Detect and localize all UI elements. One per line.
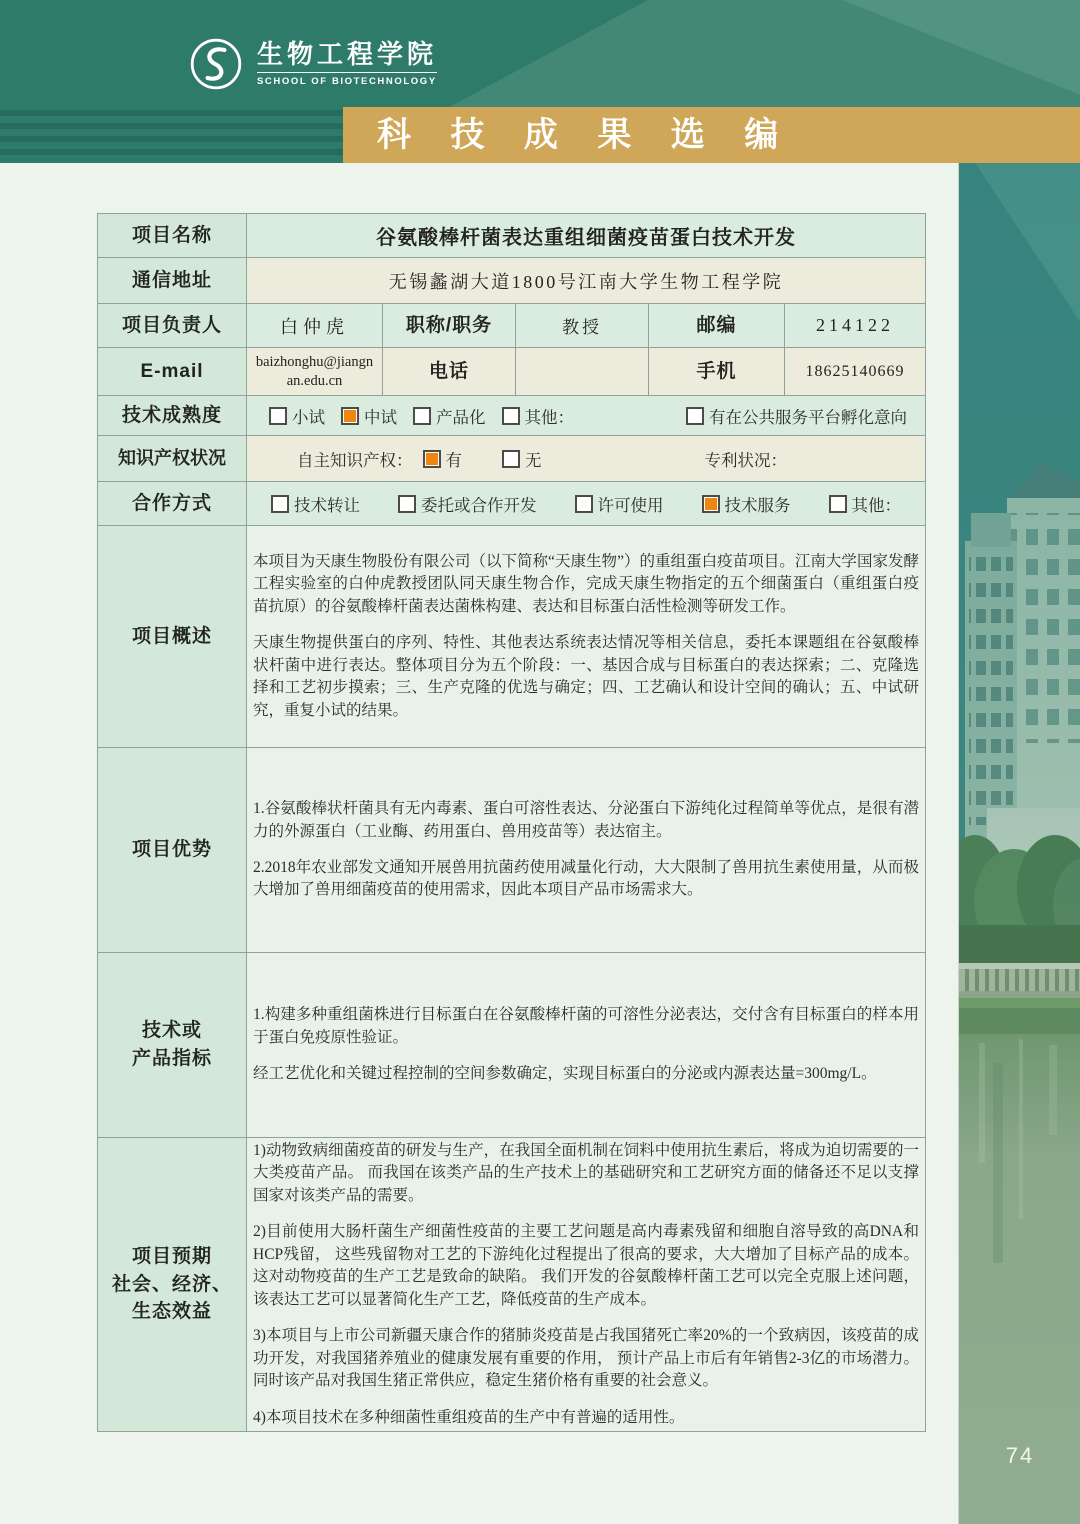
checkbox-label: 有在公共服务平台孵化意向	[709, 407, 908, 427]
school-name-en: SCHOOL OF BIOTECHNOLOGY	[257, 72, 437, 87]
checkbox-label: 中试	[364, 407, 397, 427]
row-cooperation	[98, 482, 926, 526]
row-maturity	[98, 396, 926, 436]
row-benefits	[98, 1138, 926, 1432]
row-indicators	[98, 953, 926, 1138]
maturity-extra-option	[686, 404, 907, 428]
row-leader	[98, 304, 926, 348]
checkbox-label: 技术转让	[294, 495, 360, 515]
cooperation-label: 合作方式	[98, 482, 247, 526]
school-emblem-icon	[188, 36, 244, 92]
address-label: 通信地址	[98, 258, 247, 304]
page-header	[0, 0, 1080, 163]
checkbox-icon[interactable]	[686, 407, 704, 425]
checkbox-option[interactable]	[502, 447, 542, 471]
paragraph: 3)本项目与上市公司新疆天康合作的猪肺炎疫苗是占我国猪死亡率20%的一个致病因，该疫苗的成功开发，对我国猪养殖业的健康发展有重要的作用， 预计产品上市后有年销售2-3亿的市场潜力。同时该产品对我国生猪正常供应，稳定生猪价格有重要的社会意义。	[253, 1327, 920, 1390]
mobile-label: 手机	[649, 348, 785, 396]
checkbox-icon[interactable]	[502, 450, 520, 468]
overview-label: 项目概述	[98, 526, 247, 748]
leader-name-value: 白仲虎	[247, 304, 383, 348]
email-label: E-mail	[98, 348, 247, 396]
checkbox-option[interactable]	[413, 404, 486, 428]
overview-text	[247, 526, 926, 748]
section-banner	[343, 107, 1080, 163]
project-info-table	[97, 213, 926, 1432]
benefits-label: 项目预期 社会、经济、 生态效益	[98, 1138, 247, 1432]
banner-title: 科 技 成 果 选 编	[377, 116, 794, 154]
checkbox-label: 产品化	[436, 407, 486, 427]
school-name-cn: 生物工程学院	[257, 39, 438, 70]
project-name-value: 谷氨酸棒杆菌表达重组细菌疫苗蛋白技术开发	[247, 214, 926, 258]
checkbox-option[interactable]	[502, 404, 575, 428]
checkbox-option[interactable]	[271, 492, 360, 516]
checkbox-label: 技术服务	[724, 495, 791, 515]
row-email	[98, 348, 926, 396]
checkbox-label: 许可使用	[597, 495, 664, 515]
checkbox-option[interactable]	[269, 404, 325, 428]
checkbox-icon[interactable]	[269, 407, 287, 425]
checkbox-icon[interactable]	[398, 495, 416, 513]
checkbox-label: 小试	[292, 407, 325, 427]
paragraph: 经工艺优化和关键过程控制的空间参数确定，实现目标蛋白的分泌或内源表达量=300mg/L。	[253, 1065, 877, 1083]
checkbox-option[interactable]	[686, 404, 907, 428]
campus-photo-strip	[958, 163, 1080, 1524]
maturity-label: 技术成熟度	[98, 396, 247, 436]
title-label: 职称/职务	[383, 304, 516, 348]
school-name	[257, 41, 437, 88]
cooperation-options-cell	[247, 482, 926, 526]
checkbox-label: 有	[445, 450, 462, 470]
page-number: 74	[1005, 1443, 1035, 1468]
indicators-text	[247, 953, 926, 1138]
phone-value	[516, 348, 649, 396]
ip-status-label: 知识产权状况	[98, 436, 247, 482]
leader-label: 项目负责人	[98, 304, 247, 348]
ip-prefix-text: 自主知识产权：	[297, 450, 413, 470]
advantage-label: 项目优势	[98, 748, 247, 953]
row-ip-status	[98, 436, 926, 482]
checkbox-option[interactable]	[575, 492, 664, 516]
postcode-value: 214122	[785, 304, 926, 348]
advantage-text	[247, 748, 926, 953]
checkbox-icon[interactable]	[271, 495, 289, 513]
row-project-name	[98, 214, 926, 258]
indicators-label: 技术或 产品指标	[98, 953, 247, 1138]
project-name-label: 项目名称	[98, 214, 247, 258]
checkbox-icon[interactable]	[502, 407, 520, 425]
checkbox-option[interactable]	[341, 404, 397, 428]
checkbox-label: 无	[525, 450, 542, 470]
checkbox-label: 其他：	[524, 407, 574, 427]
row-address	[98, 258, 926, 304]
paragraph: 4)本项目技术在多种细菌性重组疫苗的生产中有普遍的适用性。	[253, 1408, 685, 1426]
school-logo	[188, 36, 437, 92]
checkbox-option[interactable]	[423, 447, 463, 471]
paragraph: 2)目前使用大肠杆菌生产细菌性疫苗的主要工艺问题是高内毒素残留和细胞自溶导致的高DNA和HCP残留， 这些残留物对工艺的下游纯化过程提出了很高的要求，大大增加了目标产品的成本。这对动物疫苗的生产工艺是致命的缺陷。 我们开发的谷氨酸棒杆菌工艺可以完全克服上述问题，该表达工艺可以显著简化生产工艺，降低疫苗的生产成本。	[253, 1223, 920, 1308]
checkbox-icon[interactable]	[829, 495, 847, 513]
cooperation-options	[253, 492, 919, 516]
maturity-options	[269, 404, 574, 428]
row-overview	[98, 526, 926, 748]
mobile-value: 18625140669	[785, 348, 926, 396]
checkbox-checked-icon[interactable]	[341, 407, 359, 425]
checkbox-option[interactable]	[702, 492, 791, 516]
ip-options	[423, 447, 542, 471]
checkbox-label: 其他：	[851, 495, 901, 515]
campus-photo-illustration	[959, 163, 1080, 1524]
checkbox-icon[interactable]	[413, 407, 431, 425]
paragraph: 本项目为天康生物股份有限公司（以下简称“天康生物”）的重组蛋白疫苗项目。江南大学国家发酵工程实验室的白仲虎教授团队同天康生物合作，完成天康生物指定的五个细菌蛋白（重组蛋白疫苗抗原）的谷氨酸棒杆菌表达菌株构建、表达和目标蛋白活性检测等研发工作。	[253, 552, 920, 615]
email-value: baizhonghu@jiangnan.edu.cn	[247, 348, 383, 396]
paragraph: 1)动物致病细菌疫苗的研发与生产，在我国全面机制在饲料中使用抗生素后，将成为迫切需要的一大类疫苗产品。 而我国在该类产品的生产技术上的基础研究和工艺研究方面的储备还不足以支撑国家对该类产品的需要。	[253, 1142, 920, 1204]
address-value: 无锡蠡湖大道1800号江南大学生物工程学院	[247, 258, 926, 304]
phone-label: 电话	[383, 348, 516, 396]
paragraph: 天康生物提供蛋白的序列、特性、其他表达系统表达情况等相关信息，委托本课题组在谷氨酸棒状杆菌中进行表达。整体项目分为五个阶段：一、基因合成与目标蛋白的表达探索；二、克隆选择和工艺初步摸索；三、生产克隆的优选与确定；四、工艺确认和设计空间的确认；五、中试研究，重复小试的结果。	[253, 634, 920, 719]
maturity-options-cell	[247, 396, 926, 436]
checkbox-checked-icon[interactable]	[702, 495, 720, 513]
ip-status-cell	[247, 436, 926, 482]
title-value: 教授	[516, 304, 649, 348]
benefits-text	[247, 1138, 926, 1432]
paragraph: 1.构建多种重组菌株进行目标蛋白在谷氨酸棒杆菌的可溶性分泌表达，交付含有目标蛋白的样本用于蛋白免疫原性验证。	[253, 1006, 920, 1046]
checkbox-option[interactable]	[398, 492, 537, 516]
checkbox-icon[interactable]	[575, 495, 593, 513]
patent-status-text: 专利状况：	[704, 450, 788, 470]
checkbox-checked-icon[interactable]	[423, 450, 441, 468]
checkbox-option[interactable]	[829, 492, 902, 516]
paragraph: 2.2018年农业部发文通知开展兽用抗菌药使用减量化行动，大大限制了兽用抗生素使用量，从而极大增加了兽用细菌疫苗的使用需求，因此本项目产品市场需求大。	[253, 859, 920, 899]
header-stripes-decoration	[0, 110, 343, 161]
paragraph: 1.谷氨酸棒状杆菌具有无内毒素、蛋白可溶性表达、分泌蛋白下游纯化过程简单等优点，是很有潜力的外源蛋白（工业酶、药用蛋白、兽用疫苗等）表达宿主。	[253, 800, 920, 840]
checkbox-label: 委托或合作开发	[421, 495, 537, 515]
row-advantage	[98, 748, 926, 953]
postcode-label: 邮编	[649, 304, 785, 348]
